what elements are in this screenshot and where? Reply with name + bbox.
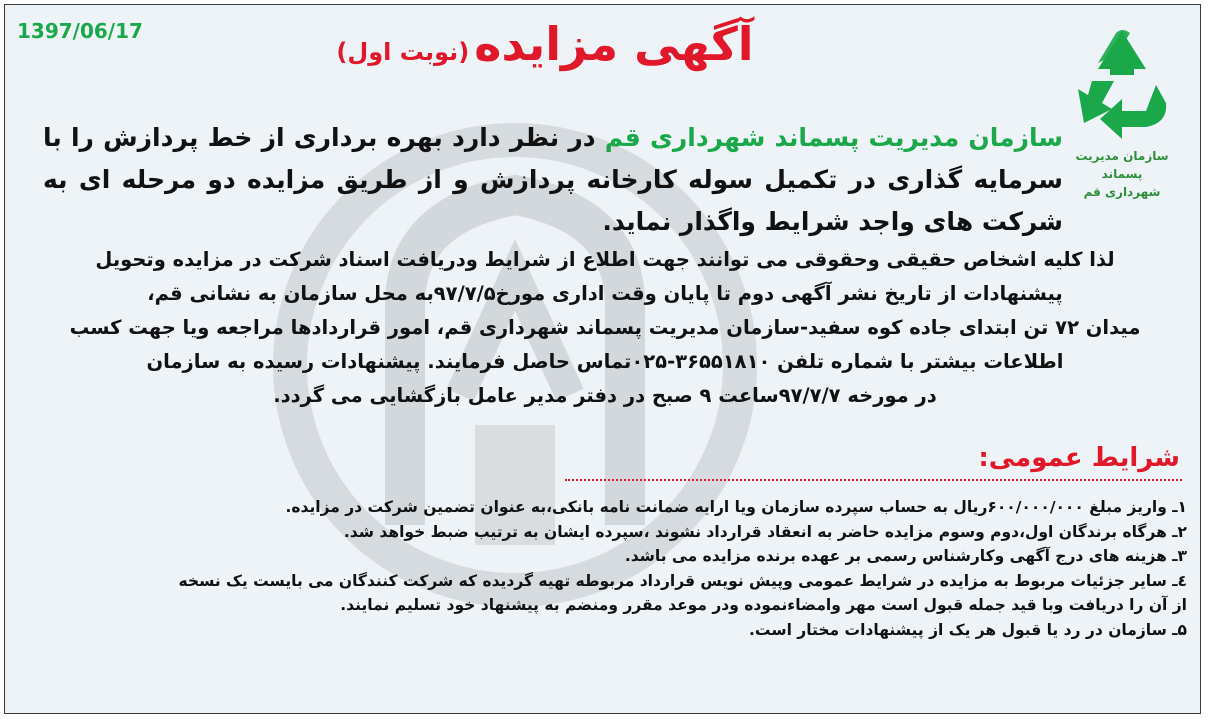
logo-caption-line2: شهرداری قم [1083,185,1161,199]
body-line: در مورخه ۹۷/۷/۷ساعت ۹ صبح در دفتر مدیر عامل بازگشایی می گردد. [273,384,937,407]
terms-item: ۵ـ سازمان در رد یا قبول هر یک از پیشنهادات مختار است. [749,620,1187,639]
body-line: پیشنهادات از تاریخ نشر آگهی دوم تا پایان وقت اداری مورخ۹۷/۷/۵به محل سازمان به نشانی قم، [147,282,1063,305]
notice-frame [4,4,1201,714]
body-line: اطلاعات بیشتر با شماره تلفن ۳۶۵۵۱۸۱۰-۰۲۵تماس حاصل فرمایند. پیشنهادات رسیده به سازمان [146,350,1064,373]
publication-date: 1397/06/17 [17,19,143,43]
terms-item: ۱ـ واریز مبلغ ۶۰۰/۰۰۰/۰۰۰ریال به حساب سپرده سازمان ویا ارایه ضمانت نامه بانکی،به عنوان تضمین شرکت در مزایده. [285,498,1187,516]
intro-paragraph [43,117,1063,243]
body-line: لذا کلیه اشخاص حقیقی وحقوقی می توانند جهت اطلاع از شرایط ودریافت اسناد شرکت در مزایده وتحویل [95,248,1115,271]
terms-item: ۲ـ هرگاه برندگان اول،دوم وسوم مزایده حاضر به انعقاد قرارداد نشوند ،سپرده ایشان به ترتیب ضبط خواهد شد. [343,522,1187,541]
terms-item: ٤ـ سایر جزئیات مربوط به مزایده در شرایط عمومی وپیش نویس قرارداد مربوطه تهیه گردیده که شرکت کنندگان می بایست یک نسخه [178,571,1187,590]
terms-list [17,495,1187,643]
body-paragraph [25,243,1185,413]
organization-name: سازمان مدیریت پسماند شهرداری قم [604,123,1063,152]
logo-caption [1062,147,1182,201]
terms-divider [565,479,1182,481]
body-line: میدان ۷۲ تن ابتدای جاده کوه سفید-سازمان مدیریت پسماند شهرداری قم، امور قراردادها مراجعه ویا جهت کسب [69,316,1141,339]
notice-title [305,17,785,71]
organization-logo [1062,23,1182,199]
terms-item: از آن را دریافت وبا قید جمله قبول است مهر وامضاءنموده ودر موعد مقرر ومنضم به پیشنهاد خود تسلیم نمایند. [340,596,1187,615]
terms-heading: شرایط عمومی: [978,443,1180,473]
title-main: آگهی مزایده [474,17,754,71]
title-round: (نوبت اول) [336,38,470,66]
terms-item: ۳ـ هزینه های درج آگهی وکارشناس رسمی بر عهده برنده مزایده می باشد. [624,547,1187,566]
logo-caption-line1: سازمان مدیریت پسماند [1075,149,1169,181]
recycling-icon [1062,23,1182,143]
intro-text: در نظر دارد بهره برداری از خط پردازش را با سرمایه گذاری در تکمیل سوله کارخانه پردازش و از طریق مزایده دو مرحله ای به شرکت های واجد شرایط واگذار نماید. [43,123,1063,236]
